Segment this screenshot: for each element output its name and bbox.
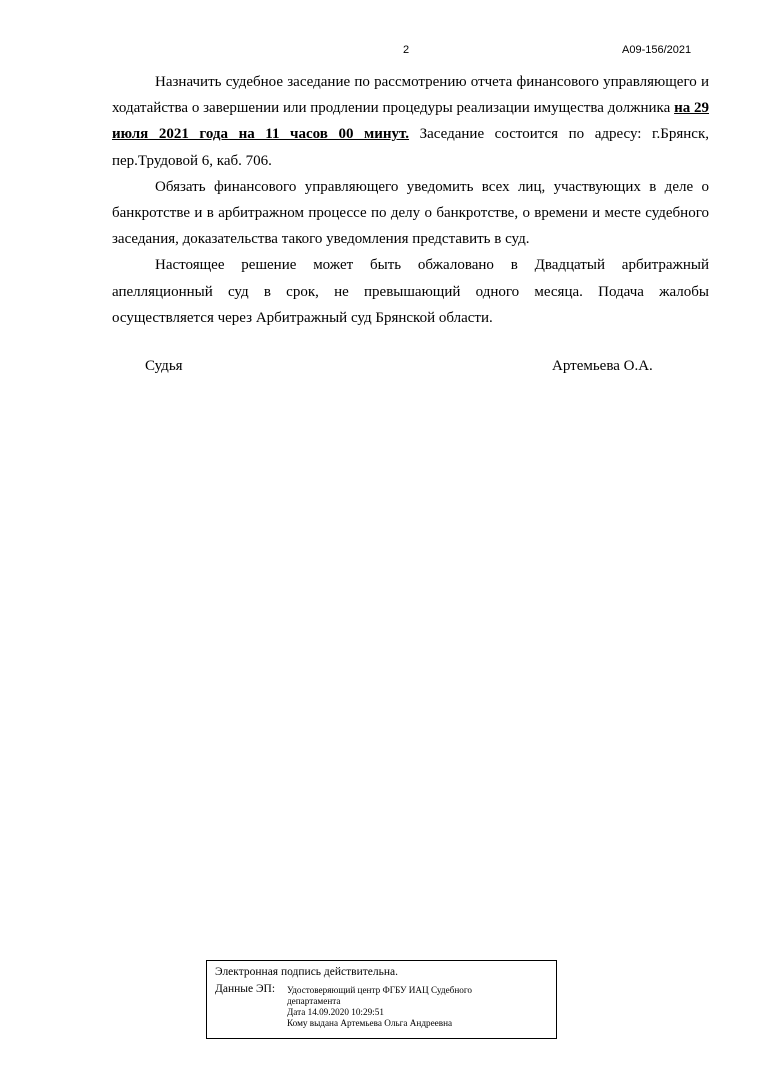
paragraph-hearing bbox=[112, 69, 709, 174]
document-body bbox=[112, 69, 709, 331]
signature-data-label: Данные ЭП: bbox=[215, 983, 276, 995]
electronic-signature-box bbox=[206, 960, 557, 1039]
signature-issued-to: Кому выдана Артемьева Ольга Андреевна bbox=[287, 1018, 453, 1028]
signature-status: Электронная подпись действительна. bbox=[215, 966, 398, 978]
signature-data-row bbox=[215, 982, 548, 1029]
signature-date: Дата 14.09.2020 10:29:51 bbox=[287, 1007, 384, 1017]
case-number: А09-156/2021 bbox=[622, 44, 692, 56]
judge-name: Артемьева О.А. bbox=[552, 358, 653, 374]
paragraph-notification: Обязать финансового управляющего уведомить всех лиц, участвующих в деле о банкротстве и в арбитражном процессе по делу о банкротстве, о времени и месте судебного заседания, доказательства такого уведомления представить в суд. bbox=[112, 178, 709, 248]
paragraph-hearing-start: Назначить судебное заседание по рассмотрению отчета финансового управляющего и ходатайства о завершении или продлении процедуры реализации имущества должника bbox=[112, 74, 709, 117]
signature-issuer-line1: Удостоверяющий центр ФГБУ ИАЦ Судебного bbox=[287, 985, 472, 995]
paragraph-appeal: Настоящее решение может быть обжаловано в Двадцатый арбитражный апелляционный суд в срок, не превышающий одного месяца. Подача жалобы осуществляется через Арбитражный суд Брянской области. bbox=[112, 257, 709, 326]
hearing-date-emphasis: на 29 июля 2021 года на 11 часов 00 минут. bbox=[112, 100, 709, 143]
judge-title: Судья bbox=[145, 358, 183, 374]
signature-details bbox=[287, 985, 472, 1029]
page-number: 2 bbox=[403, 44, 410, 56]
signature-issuer-line2: департамента bbox=[287, 996, 341, 1006]
paragraph-hearing-end: Заседание состоится по адресу: г.Брянск, пер.Трудовой 6, каб. 706. bbox=[112, 126, 709, 169]
